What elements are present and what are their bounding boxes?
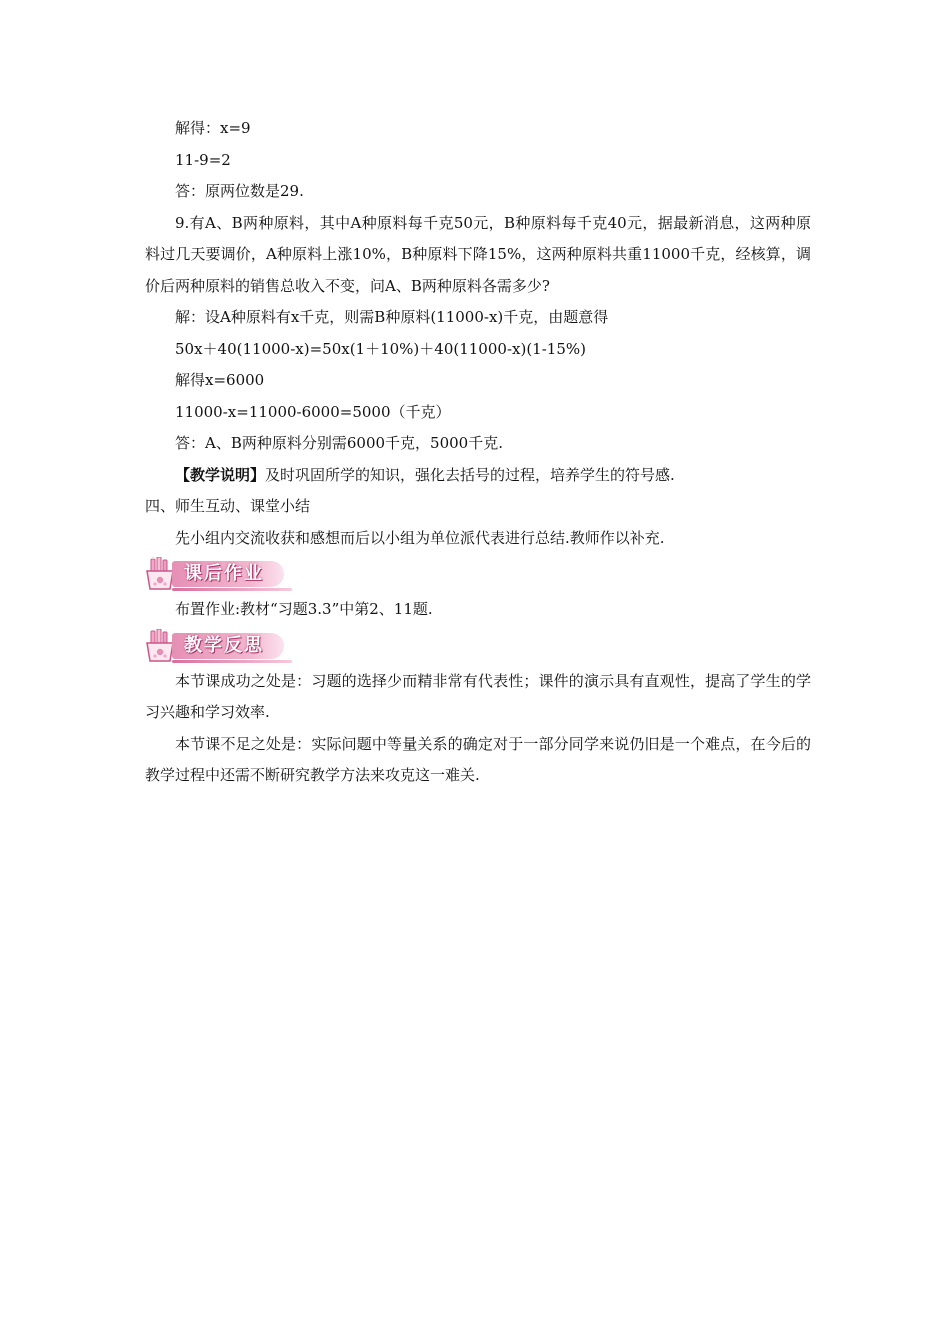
answer-line: 答：A、B两种原料分别需6000千克，5000千克. (175, 434, 503, 452)
teaching-note-text: 及时巩固所学的知识，强化去括号的过程，培养学生的符号感. (265, 465, 675, 484)
section-heading: 四、师生互动、课堂小结 (145, 497, 311, 515)
solution-line: 11-9=2 (175, 150, 231, 169)
document-body (145, 113, 811, 792)
reflection-shortcoming: 本节课不足之处是：实际问题中等量关系的确定对于一部分同学来说仍旧是一个难点，在今后的教学过程中还需不断研究教学方法来攻克这一难关. (145, 734, 811, 784)
reflection-success: 本节课成功之处是：习题的选择少而精非常有代表性；课件的演示具有直观性，提高了学生的学习兴趣和学习效率. (145, 671, 811, 721)
teaching-note (145, 460, 811, 492)
answer-line: 答：原两位数是29. (175, 182, 304, 200)
banner-underline (172, 588, 292, 591)
solution-line: 解得：x=9 (175, 119, 251, 137)
homework-title: 课后作业 (184, 563, 264, 585)
solution-line: 11000-x=11000-6000=5000（千克） (175, 402, 451, 421)
teaching-note-label: 【教学说明】 (175, 465, 266, 484)
homework-banner (142, 556, 811, 592)
equation-line: 50x＋40(11000-x)=50x(1＋10%)＋40(11000-x)(1-15%) (175, 339, 586, 358)
homework-assignment: 布置作业:教材“习题3.3”中第2、11题. (175, 600, 433, 618)
banner-underline (172, 660, 292, 663)
homework-title-bar (172, 561, 284, 587)
reflection-banner (142, 628, 811, 664)
problem-9: 9.有A、B两种原料，其中A种原料每千克50元，B种原料每千克40元，据最新消息，这两种原料过几天要调价，A种原料上涨10%，B种原料下降15%，这两种原料共重11000千克，经核算，调价后两种原料的销售总收入不变，问A、B两种原料各需多少? (145, 213, 811, 295)
reflection-title: 教学反思 (184, 634, 264, 656)
solution-line: 解：设A种原料有x千克，则需B种原料(11000-x)千克，由题意得 (175, 308, 609, 326)
reflection-title-bar (172, 633, 284, 659)
solution-line: 解得x=6000 (175, 371, 265, 389)
summary-paragraph: 先小组内交流收获和感想而后以小组为单位派代表进行总结.教师作以补充. (175, 528, 665, 547)
